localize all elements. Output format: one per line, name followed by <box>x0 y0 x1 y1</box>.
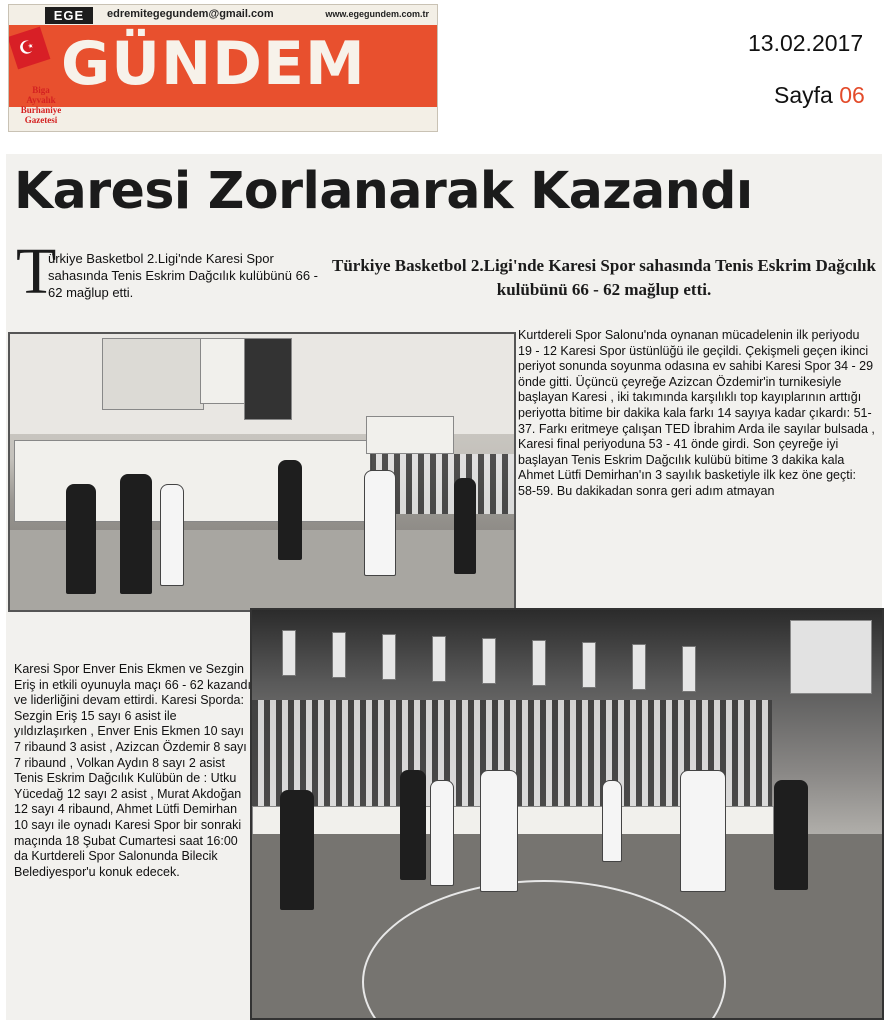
drop-cap: T <box>16 235 57 308</box>
newspaper-masthead <box>8 4 438 132</box>
player-figure <box>430 780 454 886</box>
flag-banner <box>582 642 596 688</box>
game-photo-2 <box>250 608 884 1020</box>
publication-date: 13.02.2017 <box>748 30 864 56</box>
player-figure <box>364 470 396 576</box>
masthead-website: www.egegundem.com.tr <box>325 9 429 19</box>
slogan-line: Ayvalık <box>26 95 56 105</box>
player-figure <box>280 790 314 910</box>
sponsor-board <box>366 416 454 454</box>
player-figure <box>774 780 808 890</box>
article-clipping <box>6 154 882 1020</box>
flag-banner <box>632 644 646 690</box>
slogan-line: Gazetesi <box>24 115 58 125</box>
player-figure <box>602 780 622 862</box>
page-number: 06 <box>839 82 865 108</box>
page-indicator <box>774 82 865 109</box>
masthead-email: edremitegegundem@gmail.com <box>107 8 274 20</box>
flag-banner <box>382 634 396 680</box>
flag-banner <box>332 632 346 678</box>
masthead-slogan <box>11 85 71 125</box>
flag-banner <box>282 630 296 676</box>
article-lede: ürkiye Basketbol 2.Ligi'nde Karesi Spor sahasında Tenis Eskrim Dağcılık kulübünü 66 - 62 mağlup etti. <box>48 251 319 300</box>
slogan-line: Biga <box>32 85 50 95</box>
player-figure <box>120 474 152 594</box>
newspaper-logo: GÜNDEM <box>61 29 366 99</box>
article-body-left: Karesi Spor Enver Enis Ekmen ve Sezgin Eriş in etkili oyunuyla maçı 66 - 62 kazandı ve liderliğini devam ettirdi. Karesi Sporda: Sezgin Eriş 15 sayı 6 asist ile yıldızlaşırken , Enver Enis Ekmen 10 sayı 7 ribaund 3 asist , Azizcan Özdemir 8 sayı 7 ribaund , Volkan Aydın 8 sayı 2 asist Tenis Eskrim Dağcılık Kulübün de : Utku Yücedağ 12 sayı 2 asist , Murat Akdoğan 12 sayı 4 ribaund, Ahmet Lütfi Demirhan 10 sayı ile oynadı Karesi Spor bir sonraki maçında 18 Şubat Cumartesi saat 16:00 da Kurtdereli Spor Salonunda Bilecik Belediyespor'u konuk edecek. <box>14 662 251 879</box>
player-figure <box>400 770 426 880</box>
backboard <box>790 620 872 694</box>
page-label: Sayfa <box>774 82 833 108</box>
poster-board <box>200 338 246 404</box>
flag-banner <box>532 640 546 686</box>
banner-board <box>244 338 292 420</box>
player-figure <box>278 460 302 560</box>
player-figure <box>454 478 476 574</box>
game-photo-1 <box>8 332 516 612</box>
flag-banner <box>682 646 696 692</box>
referee-figure <box>66 484 96 594</box>
article-body-right: Kurtdereli Spor Salonu'nda oynanan mücadelenin ilk periyodu 19 - 12 Karesi Spor üstünlüğü ile geçildi. Çekişmeli geçen ikinci periyot sonunda soyunma odasına ev sahibi Karesi Spor 34 - 29 önde gitti. Üçüncü çeyreğe Azizcan Özdemir'in turnikesiyle başlayan Karesi , iki takımında karşılıklı top kayıplarının arttığı periyotta bitime bir dakika kala farkı 14 sayıya kadar çıkardı: 51-37. Farkı eritmeye çalışan TED İbrahim Arda ile sayılar bulsada , Karesi final periyoduna 53 - 41 önde girdi. Son çeyreğe iyi başlayan Tenis Eskrim Dağcılık kulübü bitime 3 dakika kala Ahmet Lütfi Demirhan'ın 3 sayılık basketiyle ilk kez öne geçti: 58-59. Bu dakikadan sonra geri adım atmayan <box>518 328 875 498</box>
player-figure <box>160 484 184 586</box>
flag-banner <box>482 638 496 684</box>
player-figure <box>480 770 518 892</box>
article-headline: Karesi Zorlanarak Kazandı <box>14 162 753 221</box>
poster-board <box>102 338 204 410</box>
crescent-star-icon: ☪ <box>16 35 38 60</box>
player-figure <box>680 770 726 892</box>
slogan-line: Burhaniye <box>20 105 62 115</box>
edition-label: EGE <box>45 7 93 24</box>
flag-banner <box>432 636 446 682</box>
article-deck: Türkiye Basketbol 2.Ligi'nde Karesi Spor sahasında Tenis Eskrim Dağcılık kulübünü 66 - 62 mağlup etti. <box>332 256 876 299</box>
